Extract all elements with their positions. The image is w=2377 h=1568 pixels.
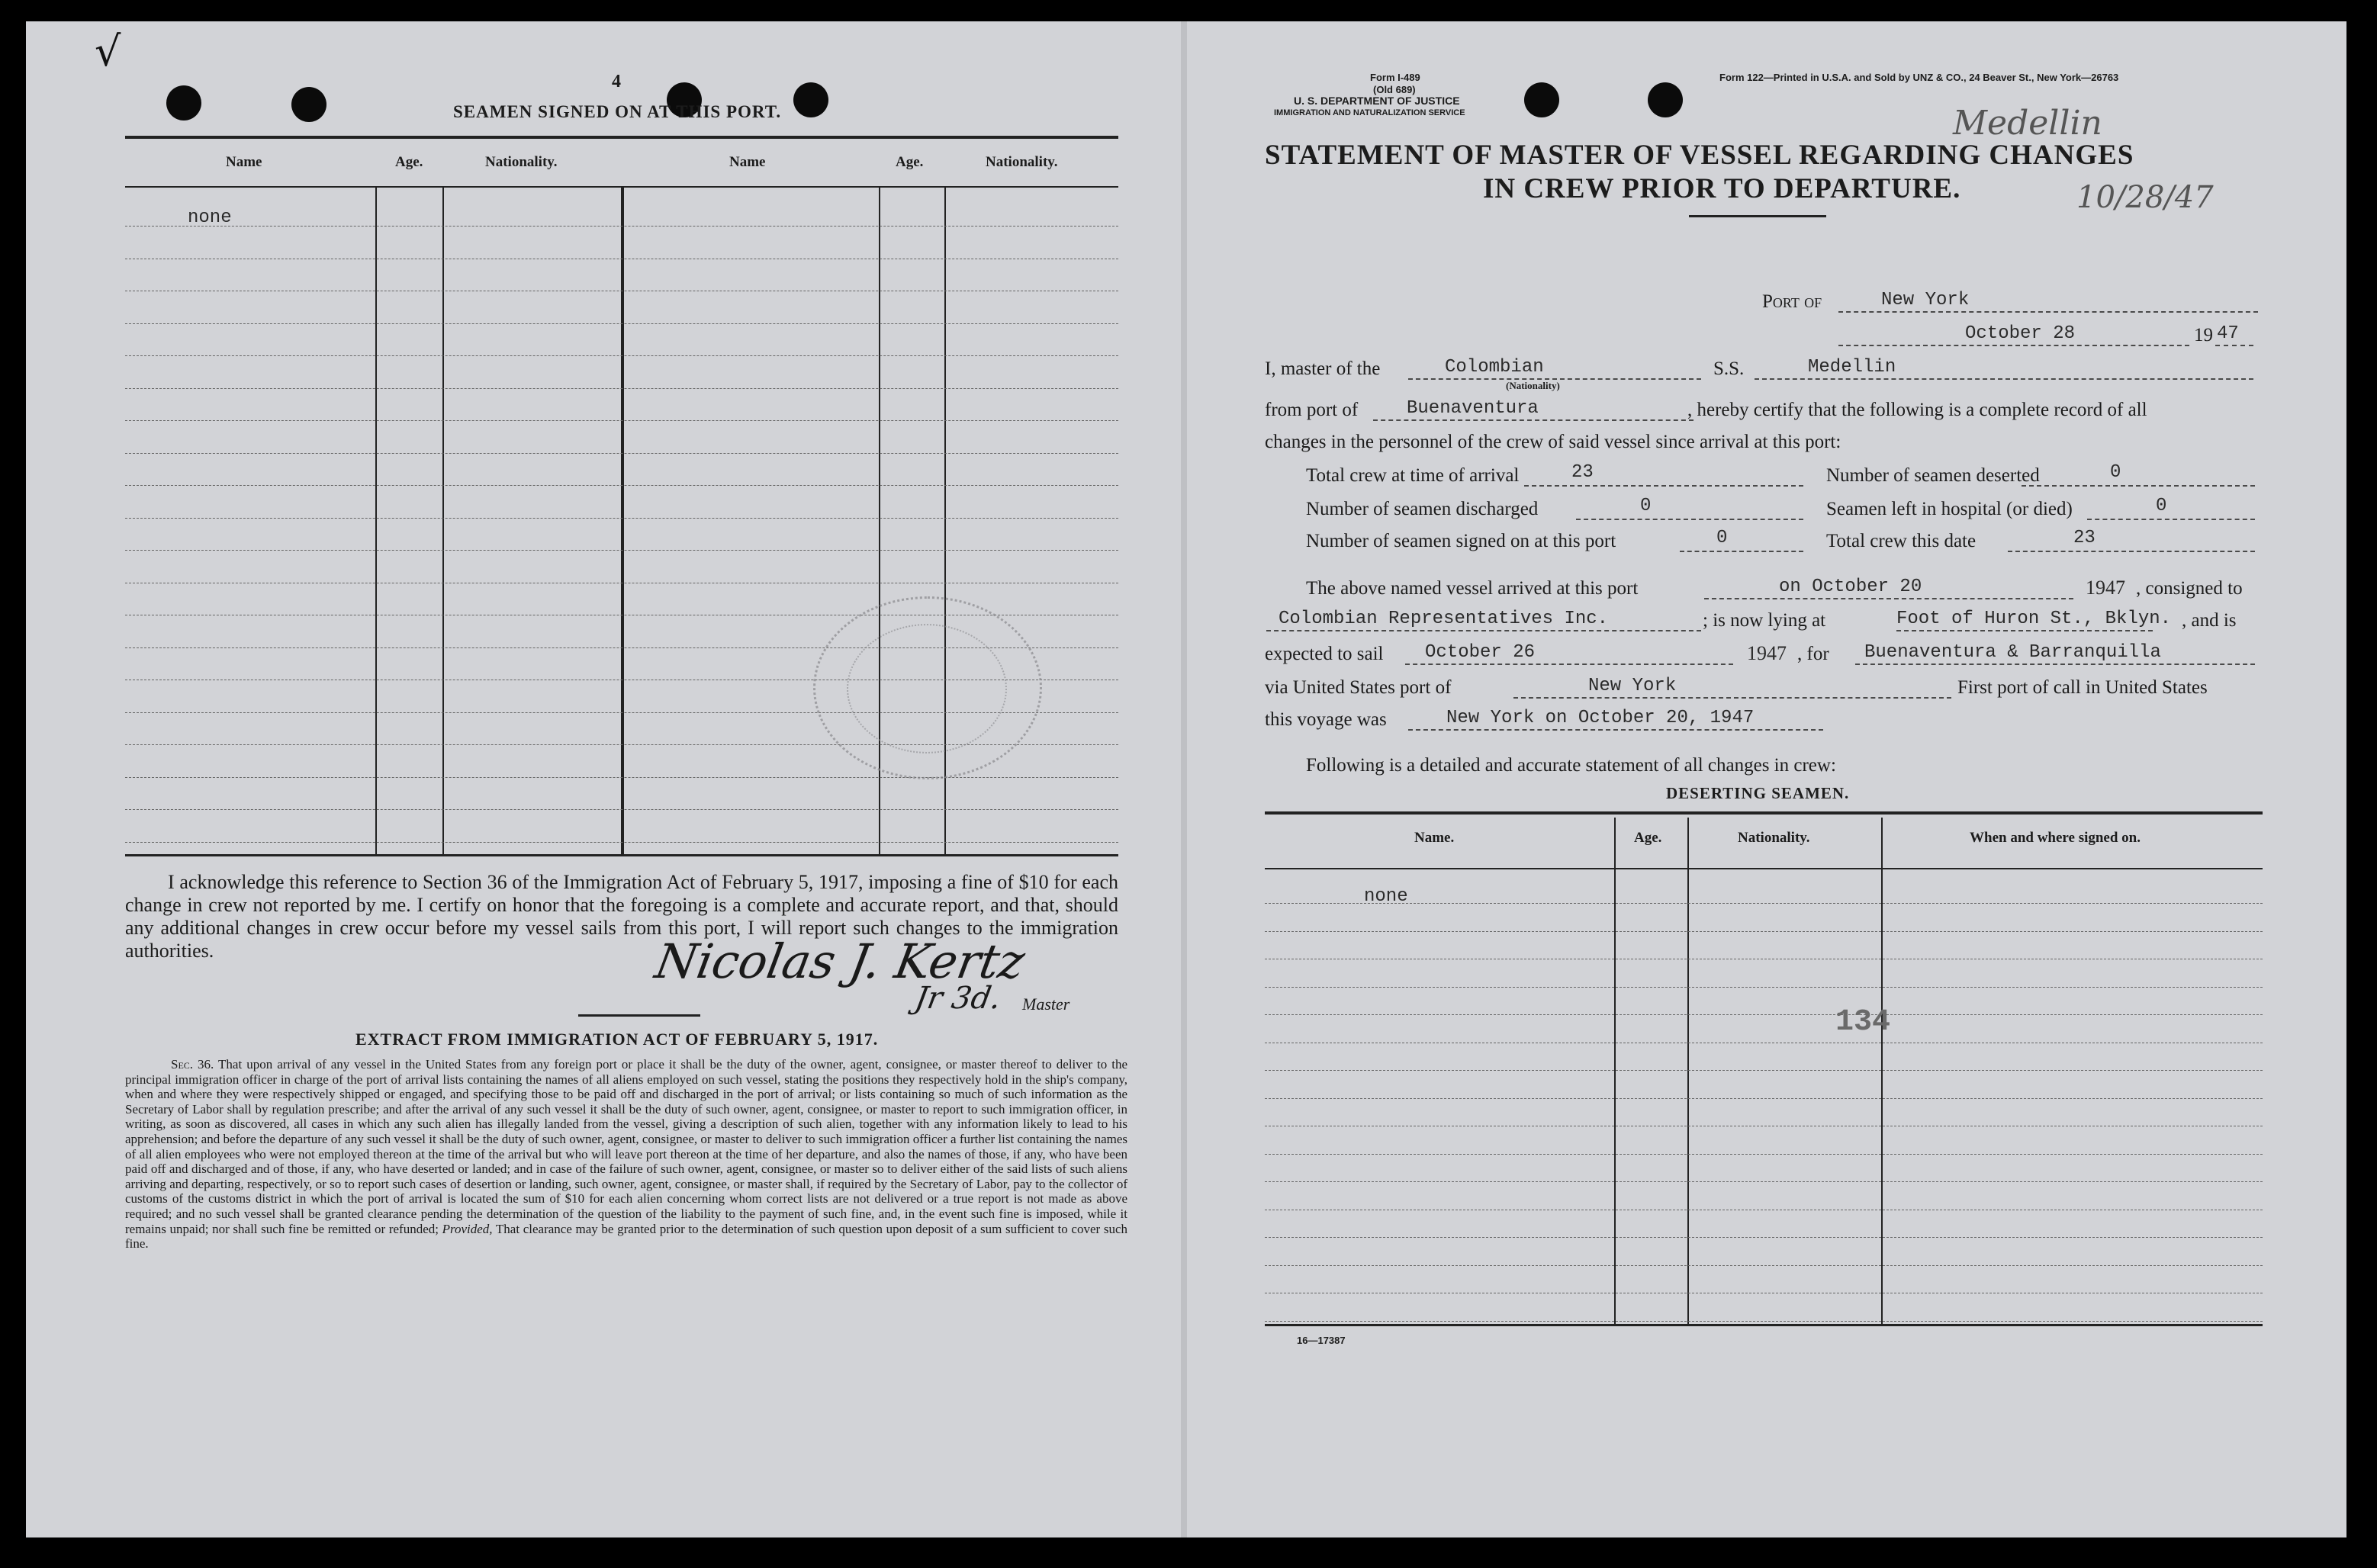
form-number: Form I-489 bbox=[1370, 72, 1420, 83]
arrived-label: The above named vessel arrived at this port bbox=[1306, 578, 1639, 599]
left-col-age-2: Age. bbox=[896, 154, 924, 170]
left-first-entry: none bbox=[188, 207, 232, 228]
right-col-divider bbox=[1881, 818, 1883, 1324]
total-arrival-line bbox=[1524, 485, 1803, 487]
left-table-row bbox=[125, 355, 1118, 356]
arrived-year: 1947 bbox=[2086, 577, 2125, 599]
deserted-value: 0 bbox=[2110, 462, 2121, 483]
pencil-date-note: 10/28/47 bbox=[2076, 180, 2214, 215]
left-col-name: Name bbox=[226, 154, 262, 170]
left-table-row bbox=[125, 518, 1118, 519]
following-text: Following is a detailed and accurate statement of all changes in crew: bbox=[1306, 755, 1836, 776]
deserted-label: Number of seamen deserted bbox=[1826, 465, 2040, 486]
right-table-row bbox=[1265, 1070, 2263, 1071]
from-port-label: from port of bbox=[1265, 400, 1359, 420]
discharged-label: Number of seamen discharged bbox=[1306, 499, 1539, 519]
for-label: , for bbox=[1797, 644, 1829, 664]
voyage-value: New York on October 20, 1947 bbox=[1446, 708, 1755, 728]
consignee-value: Colombian Representatives Inc. bbox=[1279, 609, 1609, 629]
signed-label: Number of seamen signed on at this port bbox=[1306, 531, 1616, 551]
port-label: Port of bbox=[1762, 291, 1822, 312]
total-arrival-label: Total crew at time of arrival bbox=[1306, 465, 1520, 486]
right-table-row bbox=[1265, 1181, 2263, 1182]
right-col-nationality: Nationality. bbox=[1738, 830, 1810, 846]
left-col-divider bbox=[621, 186, 624, 856]
ss-label: S.S. bbox=[1713, 358, 1745, 379]
right-table-row bbox=[1265, 1154, 2263, 1155]
lying-label: ; is now lying at bbox=[1703, 610, 1826, 631]
left-col-age: Age. bbox=[395, 154, 423, 170]
right-table-row bbox=[1265, 1237, 2263, 1238]
right-col-divider bbox=[1614, 818, 1616, 1324]
right-col-divider bbox=[1687, 818, 1689, 1324]
right-table-bottom-rule bbox=[1265, 1324, 2263, 1326]
hospital-line bbox=[2087, 519, 2255, 520]
punch-hole bbox=[1524, 82, 1559, 117]
voyage-line bbox=[1408, 729, 1823, 731]
nationality-value: Colombian bbox=[1445, 357, 1544, 378]
left-table-row bbox=[125, 550, 1118, 551]
form-title-line-2: IN CREW PRIOR TO DEPARTURE. bbox=[1483, 173, 1961, 204]
left-table-row bbox=[125, 420, 1118, 421]
right-table-head-rule bbox=[1265, 868, 2263, 869]
left-col-divider bbox=[442, 186, 444, 856]
master-signature-suffix: Jr 3d. bbox=[912, 981, 1004, 1016]
right-table-row bbox=[1265, 1098, 2263, 1099]
expected-line bbox=[1405, 664, 1733, 665]
year-line bbox=[2215, 345, 2253, 346]
left-col-nationality-2: Nationality. bbox=[986, 154, 1058, 170]
consigned-label: , consigned to bbox=[2136, 578, 2243, 599]
right-table-row bbox=[1265, 987, 2263, 988]
service-label: IMMIGRATION AND NATURALIZATION SERVICE bbox=[1274, 108, 1465, 117]
total-date-line bbox=[2008, 551, 2255, 552]
left-col-nationality: Nationality. bbox=[485, 154, 558, 170]
left-heading: SEAMEN SIGNED ON AT THIS PORT. bbox=[453, 102, 782, 121]
left-table-row bbox=[125, 777, 1118, 778]
total-date-label: Total crew this date bbox=[1826, 531, 1977, 551]
left-table-top-rule bbox=[125, 136, 1118, 139]
via-port: New York bbox=[1588, 676, 1677, 696]
consignee-line bbox=[1266, 630, 1701, 631]
extract-heading: EXTRACT FROM IMMIGRATION ACT OF FEBRUARY 5, 1917. bbox=[355, 1030, 879, 1049]
via-line bbox=[1513, 697, 1951, 699]
certify-text: , hereby certify that the following is a complete record of all bbox=[1687, 400, 2147, 420]
extract-rule bbox=[578, 1014, 700, 1017]
left-table-row bbox=[125, 453, 1118, 454]
section-36-tail: That clearance may be granted prior to the determination of such question upon deposit of a sum sufficient to cover such fine. bbox=[125, 1221, 1127, 1252]
received-stamp-inner bbox=[847, 624, 1007, 753]
via-label: via United States port of bbox=[1265, 677, 1452, 698]
lying-value: Foot of Huron St., Bklyn. bbox=[1896, 609, 2172, 629]
right-table-row bbox=[1265, 1265, 2263, 1266]
discharged-value: 0 bbox=[1640, 496, 1652, 516]
total-arrival-value: 23 bbox=[1571, 462, 1594, 483]
first-port-label: First port of call in United States bbox=[1957, 677, 2208, 698]
department-label: U. S. DEPARTMENT OF JUSTICE bbox=[1294, 95, 1460, 107]
nationality-caption: (Nationality) bbox=[1506, 380, 1560, 391]
acknowledgment-text: I acknowledge this reference to Section 36 of the Immigration Act of February 5, 1917, imposing a fine of $10 for each change in crew not reported by me. I certify on honor that the foregoing is a complete and accurate report, and that, should any additional changes in crew occur before my vessel sails from this port, I will report such changes to the immigration authorities. bbox=[125, 871, 1118, 962]
right-col-name: Name. bbox=[1414, 830, 1455, 846]
vessel-value: Medellin bbox=[1808, 357, 1896, 378]
deserted-line bbox=[2022, 485, 2255, 487]
deserting-heading: DESERTING SEAMEN. bbox=[1666, 784, 1850, 802]
total-date-value: 23 bbox=[2073, 528, 2096, 548]
arrived-date: on October 20 bbox=[1779, 577, 1922, 597]
changes-text: changes in the personnel of the crew of said vessel since arrival at this port: bbox=[1265, 432, 1841, 452]
left-col-divider bbox=[375, 186, 377, 856]
master-of-label: I, master of the bbox=[1265, 358, 1381, 379]
margin-checkmark: √ bbox=[95, 27, 121, 76]
left-table-row bbox=[125, 809, 1118, 810]
footer-code: 16—17387 bbox=[1297, 1335, 1346, 1346]
port-line bbox=[1838, 311, 2258, 313]
right-col-age: Age. bbox=[1634, 830, 1662, 846]
section-36-text bbox=[125, 1057, 1127, 1252]
center-fold bbox=[1181, 21, 1187, 1537]
left-table-row bbox=[125, 388, 1118, 389]
hospital-label: Seamen left in hospital (or died) bbox=[1826, 499, 2073, 519]
signed-line bbox=[1680, 551, 1803, 552]
from-port-line bbox=[1373, 419, 1693, 421]
punch-hole bbox=[1648, 82, 1683, 117]
destination-value: Buenaventura & Barranquilla bbox=[1864, 642, 2161, 663]
left-col-name-2: Name bbox=[729, 154, 766, 170]
expected-date: October 26 bbox=[1425, 642, 1536, 663]
master-signature: Nicolas J. Kertz bbox=[651, 933, 1029, 989]
right-table-top-rule bbox=[1265, 811, 2263, 815]
year-prefix: 19 bbox=[2194, 325, 2213, 345]
section-36-provided: Provided, bbox=[442, 1221, 493, 1236]
voyage-label: this voyage was bbox=[1265, 709, 1387, 730]
section-36-lead: Sec. 36. bbox=[171, 1057, 214, 1072]
pencil-vessel-note: Medellin bbox=[1953, 104, 2102, 143]
title-rule bbox=[1689, 215, 1826, 217]
and-is-text: , and is bbox=[2182, 610, 2237, 631]
left-table-row bbox=[125, 485, 1118, 486]
hospital-value: 0 bbox=[2156, 496, 2167, 516]
vessel-line bbox=[1755, 378, 2253, 380]
right-col-when-where: When and where signed on. bbox=[1970, 830, 2141, 846]
form-old-number: (Old 689) bbox=[1373, 84, 1416, 95]
port-value: New York bbox=[1881, 290, 1970, 310]
year-suffix: 47 bbox=[2217, 323, 2239, 344]
discharged-line bbox=[1576, 519, 1803, 520]
destination-line bbox=[1855, 664, 2255, 665]
lying-line bbox=[1896, 630, 2153, 631]
master-label: Master bbox=[1022, 994, 1070, 1014]
right-table-row bbox=[1265, 1014, 2263, 1015]
right-table-row bbox=[1265, 1321, 2263, 1322]
expected-year: 1947 bbox=[1747, 642, 1787, 664]
from-port-value: Buenaventura bbox=[1407, 398, 1539, 419]
right-table-row bbox=[1265, 931, 2263, 932]
left-table-bottom-rule bbox=[125, 854, 1118, 856]
punch-hole bbox=[793, 82, 828, 117]
left-table-row bbox=[125, 842, 1118, 843]
date-line bbox=[1838, 345, 2189, 346]
form-title-line-1: STATEMENT OF MASTER OF VESSEL REGARDING CHANGES bbox=[1265, 140, 2134, 171]
punch-hole bbox=[166, 85, 201, 120]
left-table-row bbox=[125, 323, 1118, 324]
left-table-row bbox=[125, 226, 1118, 227]
punch-hole bbox=[291, 87, 326, 122]
stamped-number: 134 bbox=[1835, 1005, 1891, 1039]
expected-label: expected to sail bbox=[1265, 644, 1384, 664]
arrived-line bbox=[1704, 598, 2073, 599]
page-number: 4 bbox=[612, 72, 621, 92]
right-table-row bbox=[1265, 903, 2263, 904]
signed-value: 0 bbox=[1716, 528, 1728, 548]
printer-imprint: Form 122—Printed in U.S.A. and Sold by UNZ & CO., 24 Beaver St., New York—26763 bbox=[1719, 72, 2119, 83]
section-36-body: That upon arrival of any vessel in the United States from any foreign port or place it shall be the duty of the owner, agent, consignee, or master thereof to deliver to the principal immigration officer in charge of the port of arrival lists containing the names of all aliens employed on such vessel, stating the positions they respectively hold in the ship's company, when and where they were respectively shipped or engaged, and specifying those to be paid off and discharged in the port of arrival; or lists containing so much of such information as the Secretary of Labor shall by regulation prescribe; and after the arrival of any such vessel it shall be the duty of such owner, agent, consignee, or master to report to such immigration officer, in writing, as soon as discovered, all cases in which any such alien has illegally landed from the vessel, giving a description of such alien, together with any information likely to lead to his apprehension; and before the departure of any such vessel it shall be the duty of such owner, agent, consignee, or master to deliver to such immigration officer a further list containing the names of all alien employees who were not employed thereon at the time of the arrival but who will leave port thereon at the time of her departure, and also the names of those, if any, who have been paid off and discharged and of those, if any, who have deserted or landed; and in case of the failure of such owner, agent, consignee, or master so to deliver either of the said lists of such aliens arriving and departing, respectively, or so to report such cases of desertion or landing, such owner, agent, consignee, or master shall, if required by the Secretary of Labor, pay to the collector of customs of the customs district in which the port of arrival is located the sum of $10 for each alien concerning whom correct lists are not delivered or a true report is not made as above required; and no such vessel shall be granted clearance pending the determination of the question of the liability to the payment of such fine, and, in the event such fine is imposed, while it remains unpaid; nor shall such fine be remitted or refunded; bbox=[125, 1057, 1128, 1236]
right-first-entry: none bbox=[1364, 886, 1408, 907]
date-value: October 28 bbox=[1965, 323, 2076, 344]
